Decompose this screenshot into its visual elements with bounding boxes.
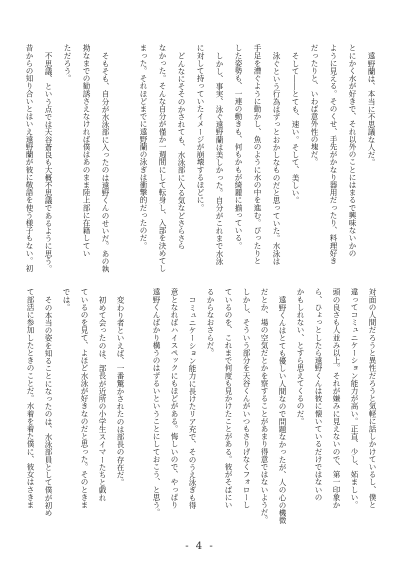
section-break bbox=[115, 44, 134, 282]
text-line: かもしれない、とすら思えてくるのだ。 bbox=[296, 288, 305, 425]
text-line: に対して持っていたイメージが崩壊するほどに。 bbox=[196, 44, 205, 212]
text-line: 不思議、という点では天谷蒼良も大概不思議であるように思う。 bbox=[44, 51, 53, 272]
text-line: ているのを、これまで何度も見かけたことがある。彼がそばにい bbox=[224, 288, 233, 509]
text-line: 遠野くんばかり構うのはずるいということにしておこう、と思う。 bbox=[152, 288, 161, 516]
section-break bbox=[129, 288, 147, 526]
text-line: ように見える。そのくせ、手先がかなり器用だったり、料理好き bbox=[329, 44, 338, 265]
text-line: 遠野蘭は、本当に不思議な人だ。 bbox=[367, 51, 376, 166]
text-line: だったりと、いわば意外性の塊だ。 bbox=[310, 44, 319, 166]
text-line: なかった。そんな自分が僅か一週間にして転身し、入部を決めてし bbox=[158, 44, 167, 272]
text-line: しかし、事実、泳ぐ遠野蘭は美しかった。自分がこれまで水泳 bbox=[215, 51, 224, 265]
text-line: した姿勢も、一連の動きも、何もかもが綺麗に揃っている。 bbox=[234, 44, 243, 250]
text-line: 対面の人間だろうと異性だろうと気軽に話しかけているし、僕と bbox=[368, 288, 377, 509]
text-line: 遠野くんはとても優しい人間なので問題なかったが、人の心の機微 bbox=[278, 295, 287, 524]
text-line: だとか、場の空気だとかを察することがあまり得意ではないようだ。 bbox=[260, 288, 269, 524]
text-line: 手足を漕ぐように動かし、魚のように水の中を進む。ぴったりと bbox=[253, 44, 262, 265]
text-line: 初めて会ったのは、部長が近所の小学生スイマーたちと戯れ bbox=[98, 295, 107, 501]
text-line: 変わり者といえば、一番驚かされたのは部長の存在だ。 bbox=[116, 295, 125, 486]
text-line: そもそも、自分が水泳部に入ったのは遠野くんのせいだ。あの執 bbox=[101, 51, 110, 272]
text-line: その本当の姿を知ることになったのは、水泳部員として僕が初め bbox=[44, 295, 53, 516]
page-number: - 4 - bbox=[185, 541, 215, 552]
text-line: 頭の良さも人並み以上。それが嫌みに見えないので、第一印象か bbox=[332, 288, 341, 509]
text-line: て部活に参加したときのことだ。水着を着た僕に、彼女はさきま bbox=[26, 288, 35, 509]
text-line: では。 bbox=[62, 288, 71, 311]
text-line: ているのを見て、よほど水泳が好きなのだと思った。そのときま bbox=[80, 288, 89, 509]
text-line: どんなにそそのかされても、水泳部に入る気などさらさら bbox=[177, 51, 186, 250]
text-line: とにかく水が好きで、それ以外のことにはまるで興味ないかの bbox=[348, 44, 357, 257]
lower-text-block bbox=[19, 288, 381, 526]
text-line: 違ってコミュニケーション能力が高い。正直、少し、妬ましい。 bbox=[350, 288, 359, 509]
text-line: ら、ひょっとしたら遠野くんは彼に懐いているだけではないの bbox=[314, 288, 323, 501]
text-line: 泳ぐという行為はずっとおかしなものだと思っていた。水泳は bbox=[272, 51, 281, 265]
text-line: まった。それほどまでに遠野蘭の泳ぎは衝撃的だったのだ。 bbox=[139, 44, 148, 250]
text-line: ただろう。 bbox=[63, 44, 72, 82]
text-line: しかし、そういう部分を天谷くんがいつもさりげなくフォローし bbox=[242, 288, 251, 509]
text-line: 昔からの知り合いとはいえ遠野蘭が彼に敬語を使う様子もない。初 bbox=[25, 44, 34, 272]
text-line: 拗なまでの勧誘さえなければ僕はあのまま陸上部に在籍してい bbox=[82, 44, 91, 257]
text-line: そして――とても、速い。そして、美しい。 bbox=[291, 51, 300, 204]
text-line: コミュニケーション能力に長けたリア充で、そのうえ泳ぎも得 bbox=[188, 295, 197, 509]
text-line: 意となればハイスペックにもほどがある。悔しいので、やっぱり bbox=[170, 288, 179, 509]
upper-text-block bbox=[19, 44, 381, 282]
text-line: るからなおさらだ。 bbox=[206, 288, 215, 357]
